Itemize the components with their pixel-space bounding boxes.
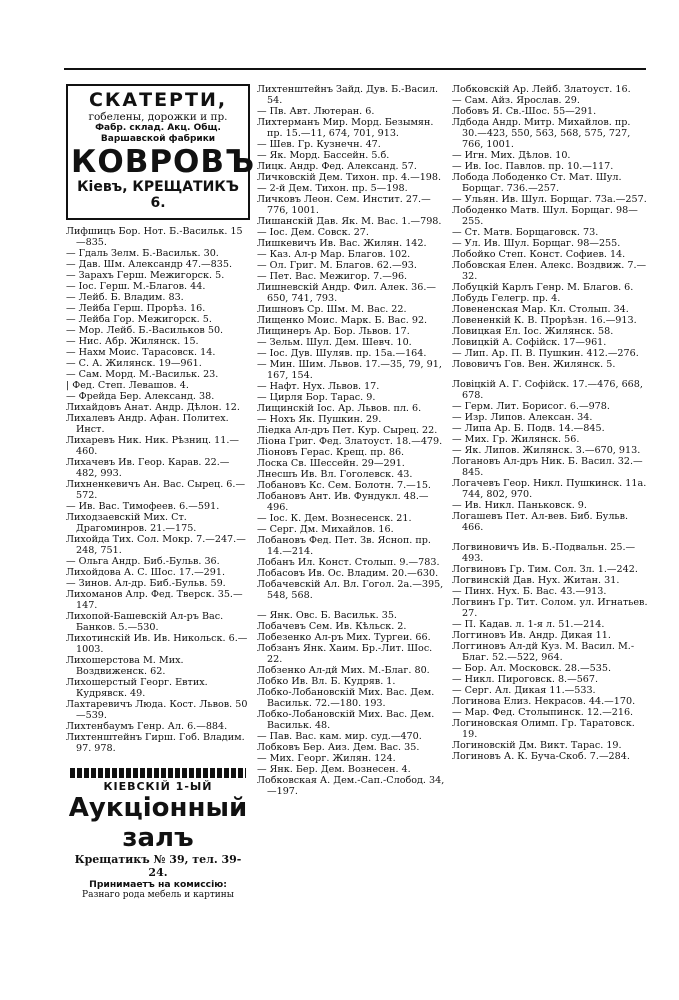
directory-entry: Лихтенштейнъ Зайд. Дув. Б.-Васил. 54.	[257, 84, 439, 106]
directory-entry: Лишкевичъ Ив. Вас. Жилян. 142.	[257, 238, 427, 249]
directory-entry: Лихтенбаумъ Генр. Ал. 6.—884.	[66, 721, 228, 732]
directory-entry: Логвиновъ Гр. Тим. Сол. Зл. 1.—242.	[452, 564, 638, 575]
directory-entry: — Пет. Вас. Межигор. 7.—96.	[257, 271, 408, 282]
directory-entry: — Мар. Фед. Столыпинск. 12.—216.	[452, 707, 634, 718]
directory-entry: Лобановъ Кс. Сем. Болотн. 7.—15.	[257, 480, 431, 491]
directory-entry: — Мих. Гр. Жилянск. 56.	[452, 434, 580, 445]
directory-entry: Логановъ Ал-дръ Ник. Б. Васил. 32.—845.	[452, 456, 643, 478]
directory-list-3	[452, 84, 648, 762]
directory-entry: Ліона Григ. Фед. Златоуст. 18.—479.	[257, 436, 443, 447]
directory-entry: — Герм. Лит. Борисог. 6.—978.	[452, 401, 610, 412]
entry-gap	[452, 370, 648, 379]
directory-entry: Лобудь Гелегр. пр. 4.	[452, 293, 561, 304]
directory-entry: Лихтерманъ Мир. Морд. Безымян. пр. 15.—11, 674, 701, 913.	[257, 117, 434, 139]
directory-entry: — Нис. Абр. Жилянск. 15.	[66, 336, 199, 347]
directory-entry: Логиновская Олимп. Гр. Таратовск. 19.	[452, 718, 635, 740]
directory-entry: — Зельм. Шул. Дем. Шевч. 10.	[257, 337, 412, 348]
directory-entry: Лищенко Моис. Марк. Б. Вас. 92.	[257, 315, 428, 326]
directory-entry: — Зарахъ Герш. Межигорск. 5.	[66, 270, 225, 281]
ad-address: Кіевъ, КРЕЩАТИКЪ 6.	[77, 179, 239, 211]
ad2-address: Крещатикъ № 39, тел. 39-24.	[74, 853, 242, 879]
directory-entry: Лобко-Лобановскій Мих. Вас. Дем. Васильк. 48.	[257, 709, 435, 731]
directory-entry: Лобковъ Бер. Аиз. Дем. Вас. 35.	[257, 742, 420, 753]
column-1	[66, 84, 256, 901]
directory-entry: — 2-й Дем. Тихон. пр. 5—198.	[257, 183, 408, 194]
directory-entry: — Мих. Георг. Жилян. 124.	[257, 753, 396, 764]
directory-entry: Лобзанъ Янк. Хаим. Бр.-Лит. Шос. 22.	[257, 643, 433, 665]
directory-entry: Лобасовъ Ив. Ос. Владим. 20.—630.	[257, 568, 439, 579]
directory-entry: — Нахм Моис. Тарасовск. 14.	[66, 347, 216, 358]
directory-entry: — Пинх. Нух. Б. Вас. 43.—913.	[452, 586, 607, 597]
directory-entry: Лоска Св. Шессейн. 29—291.	[257, 458, 405, 469]
directory-entry: Лихалевъ Андр. Афан. Политех. Инст.	[66, 413, 229, 435]
directory-entry: Лововичъ Гов. Вен. Жилянск. 5.	[452, 359, 616, 370]
directory-entry: Личковъ Леон. Сем. Инстит. 27.—776, 1001.	[257, 194, 431, 216]
directory-entry: — Ст. Матв. Борщаговск. 73.	[452, 227, 599, 238]
directory-entry: Лихошерстова М. Мих. Воздвиженск. 62.	[66, 655, 184, 677]
directory-list-2	[257, 84, 447, 797]
ad-line-1: гобелены, дорожки и пр.	[88, 111, 228, 123]
directory-entry: | Фед. Степ. Левашов. 4.	[66, 380, 189, 391]
directory-entry: Логиновъ А. К. Буча-Скоб. 7.—284.	[452, 751, 630, 762]
ad2-goods: Разнаго рода мебель и картины	[82, 890, 234, 900]
directory-entry: Логвинскій Дав. Нух. Житан. 31.	[452, 575, 620, 586]
directory-entry: — Лейба Герш. Прорѣз. 16.	[66, 303, 206, 314]
directory-entry: Лобковскій Ар. Лейб. Златоуст. 16.	[452, 84, 631, 95]
directory-entry: — Каз. Ал-р Мар. Благов. 102.	[257, 249, 411, 260]
directory-entry: Лищинеръ Ар. Бор. Львов. 17.	[257, 326, 410, 337]
ad2-note: Принимаетъ на комиссію:	[89, 879, 227, 890]
directory-entry: — Ив. Вас. Тимофеев. 6.—591.	[66, 501, 220, 512]
directory-entry: Логашевъ Пет. Ал-вев. Биб. Бульв. 466.	[452, 511, 629, 533]
directory-entry: Лобезенко Ал-ръ Мих. Тургеи. 66.	[257, 632, 431, 643]
directory-entry: — Дав. Шм. Александр 47.—835.	[66, 259, 233, 270]
ad-title: СКАТЕРТИ,	[88, 89, 228, 111]
directory-entry: — Изр. Липов. Алексан. 34.	[452, 412, 593, 423]
directory-entry: — Ол. Григ. М. Благов. 62.—93.	[257, 260, 417, 271]
directory-entry: — Лейба Гор. Межигорск. 5.	[66, 314, 212, 325]
directory-entry: — П. Кадав. л. 1-я л. 51.—214.	[452, 619, 605, 630]
directory-entry: — Ольга Андр. Биб.-Бульв. 36.	[66, 556, 220, 567]
ad2-line-1: КІЕВСКІЙ 1-ЫЙ	[103, 780, 213, 793]
directory-entry: — Пав. Вас. кам. мир. суд.—470.	[257, 731, 422, 742]
ad-line-3: Варшавской фабрики	[100, 134, 216, 144]
directory-entry: Ловицкій А. Софійск. 17—961.	[452, 337, 607, 348]
directory-entry: — Мор. Лейб. Б.-Васильков 50.	[66, 325, 224, 336]
directory-entry: Лобанъ Ил. Конст. Столып. 9.—783.	[257, 557, 440, 568]
directory-entry: — Як. Липов. Жилянск. 3.—670, 913.	[452, 445, 641, 456]
directory-entry: Лихошерстый Георг. Евтих. Кудрявск. 49.	[66, 677, 208, 699]
directory-entry: Ловененская Мар. Кл. Столып. 34.	[452, 304, 629, 315]
directory-entry: Лихтенштейнъ Гирш. Гоб. Владим. 97. 978.	[66, 732, 245, 754]
directory-entry: — Зинов. Ал-др. Биб.-Бульв. 59.	[66, 578, 226, 589]
directory-entry: Лицк. Андр. Фед. Александ. 57.	[257, 161, 417, 172]
directory-entry: Лобковская А. Дем.-Сап.-Слобод. 34,—197.	[257, 775, 445, 797]
directory-entry: — Серг. Дм. Михайлов. 16.	[257, 524, 394, 535]
directory-entry: Лнесшъ Ив. Вл. Гоголевск. 43.	[257, 469, 413, 480]
directory-entry: — Лейб. Б. Владим. 83.	[66, 292, 184, 303]
directory-entry: — Гдаль Зелм. Б.-Васильк. 30.	[66, 248, 219, 259]
directory-entry: — Лип. Ар. П. В. Пушкин. 412.—276.	[452, 348, 639, 359]
directory-entry: Лобзенко Ал-дй Мих. М.-Благ. 80.	[257, 665, 430, 676]
directory-entry: — Ив. Никл. Паньковск. 9.	[452, 500, 587, 511]
directory-entry: — Іос. Герш. М.-Благов. 44.	[66, 281, 206, 292]
directory-entry: — Шев. Гр. Кузнечн. 47.	[257, 139, 381, 150]
directory-entry: — Нафт. Нух. Львов. 17.	[257, 381, 380, 392]
directory-entry: Лобановъ Ант. Ив. Фундукл. 48.—496.	[257, 491, 429, 513]
column-2	[257, 84, 447, 797]
directory-entry: Логгиновъ Ал-дй Куз. М. Васил. М.-Благ. 52.—522, 964.	[452, 641, 635, 663]
directory-entry: Лобко-Лобановскій Мих. Вас. Дем. Васильк. 72.—180. 193.	[257, 687, 435, 709]
directory-entry: Лищинскій Іос. Ар. Львов. пл. 6.	[257, 403, 422, 414]
directory-entry: — Пв. Авт. Лютеран. 6.	[257, 106, 375, 117]
directory-entry: Ловененкій К. В. Прорѣзн. 16.—913.	[452, 315, 637, 326]
directory-entry: Лобко Ив. Вл. Б. Кудряв. 1.	[257, 676, 396, 687]
directory-entry: — Іос. Дув. Шуляв. пр. 15а.—164.	[257, 348, 427, 359]
directory-entry: Личковскій Дем. Тихон. пр. 4.—198.	[257, 172, 442, 183]
top-rule	[64, 68, 646, 70]
directory-entry: Ловіцкій А. Г. Софійск. 17.—476, 668, 678.	[452, 379, 643, 401]
directory-entry: Лобода Лободенко Ст. Мат. Шул. Борщаг. 736.—257.	[452, 172, 622, 194]
directory-entry: Логгиновъ Ив. Андр. Дикая 11.	[452, 630, 611, 641]
directory-entry: — Мин. Шим. Львов. 17.—35, 79, 91, 167, 154.	[257, 359, 442, 381]
directory-entry: — Сам. Айз. Ярослав. 29.	[452, 95, 580, 106]
directory-entry: Лободенко Матв. Шул. Борщаг. 98—255.	[452, 205, 638, 227]
directory-entry: Ловицкая Ел. Іос. Жилянск. 58.	[452, 326, 614, 337]
directory-entry: Лифшицъ Бор. Нот. Б.-Васильк. 15—835.	[66, 226, 243, 248]
directory-entry: Лобовъ Я. Св.-Шос. 55—291.	[452, 106, 597, 117]
directory-entry: Лобуцкій Карлъ Генр. М. Благов. 6.	[452, 282, 634, 293]
directory-entry: Лобачевскій Ал. Вл. Гогол. 2а.—395, 548, 568.	[257, 579, 444, 601]
auction-advertisement	[66, 768, 250, 901]
ad-ornament	[70, 768, 246, 778]
directory-entry: Ліоновъ Герас. Крещ. пр. 86.	[257, 447, 405, 458]
directory-entry: — Бор. Ал. Московск. 28.—535.	[452, 663, 611, 674]
directory-entry: Лдбода Андр. Митр. Михайлов. пр. 30.—423, 550, 563, 568, 575, 727, 766, 1001.	[452, 117, 631, 150]
directory-entry: Лихойда Тих. Сол. Мокр. 7.—247.—248, 751.	[66, 534, 246, 556]
column-3	[452, 84, 648, 762]
directory-entry: Логвинъ Гр. Тит. Солом. ул. Игнатьев. 27.	[452, 597, 648, 619]
directory-entry: — Липа Ар. Б. Подв. 14.—845.	[452, 423, 605, 434]
directory-entry: — Нохъ Як. Пушкин. 29.	[257, 414, 382, 425]
entry-gap	[452, 533, 648, 542]
directory-entry: Логинова Елиз. Некрасов. 44.—170.	[452, 696, 636, 707]
directory-entry: — Сам. Морд. М.-Васильк. 23.	[66, 369, 219, 380]
directory-entry: Лобачевъ Сем. Ив. Кѣльск. 2.	[257, 621, 407, 632]
directory-entry: Логачевъ Геор. Никл. Пушкинск. 11а. 744, 802, 970.	[452, 478, 647, 500]
directory-entry: Лихопой-Башевскій Ал-ръ Вас. Банков. 5.—530.	[66, 611, 224, 633]
directory-entry: — Фрейда Бер. Александ. 38.	[66, 391, 215, 402]
directory-entry: — Іос. Дем. Совск. 27.	[257, 227, 369, 238]
directory-entry: Лихайдовъ Анат. Андр. Дѣлон. 12.	[66, 402, 240, 413]
directory-entry: — Як. Морд. Бассейн. 5.б.	[257, 150, 390, 161]
directory-entry: — Ульян. Ив. Шул. Борщаг. 73а.—257.	[452, 194, 647, 205]
directory-entry: — Игн. Мих. Дѣлов. 10.	[452, 150, 571, 161]
directory-entry: — Ул. Ив. Шул. Борщаг. 98—255.	[452, 238, 621, 249]
directory-entry: Лобойко Степ. Конст. Софиев. 14.	[452, 249, 626, 260]
directory-entry: — Серг. Ал. Дикая 11.—533.	[452, 685, 596, 696]
directory-entry: Лобановъ Фед. Пет. Зв. Ясноп. пр. 14.—214.	[257, 535, 431, 557]
directory-entry: — Іос. К. Дем. Вознесенск. 21.	[257, 513, 412, 524]
directory-entry: Лiедка Ал-дръ Пет. Кур. Сырец. 22.	[257, 425, 438, 436]
directory-entry: Логиновскій Дм. Викт. Тарас. 19.	[452, 740, 622, 751]
ad-line-2: Фабр. склад. Акц. Общ.	[95, 123, 221, 133]
directory-entry: Логвиновичъ Ив. Б.-Подвальн. 25.—493.	[452, 542, 636, 564]
directory-entry: Лихненкевичъ Ан. Вас. Сырец. 6.—572.	[66, 479, 246, 501]
directory-entry: Лиходзаевскій Мих. Ст. Драгоминров. 21.—175.	[66, 512, 197, 534]
carpet-advertisement	[66, 84, 256, 220]
directory-entry: Лишновъ Ср. Шм. М. Вас. 22.	[257, 304, 407, 315]
entry-gap	[257, 601, 447, 610]
directory-entry: Лобовская Елен. Алекс. Воздвиж. 7.—32.	[452, 260, 647, 282]
directory-entry: — Цирля Бор. Тарас. 9.	[257, 392, 376, 403]
directory-entry: — Ив. Іос. Павлов. пр. 10.—117.	[452, 161, 614, 172]
directory-entry: Лихойдова А. С. Шос. 17.—291.	[66, 567, 226, 578]
directory-entry: — С. А. Жилянск. 19—961.	[66, 358, 202, 369]
directory-entry: Лихотинскій Ив. Ив. Никольск. 6.—1003.	[66, 633, 248, 655]
directory-list-1	[66, 226, 250, 754]
ad2-title: Аукціонный залъ	[68, 793, 248, 853]
directory-entry: Лихачевъ Ив. Геор. Карав. 22.—482, 993.	[66, 457, 230, 479]
ad-brand: КОВРОВЪ	[71, 144, 256, 180]
directory-entry: Лишневскій Андр. Фил. Алек. 36.—650, 741, 793.	[257, 282, 437, 304]
directory-entry: Лахтаревичъ Люда. Кост. Львов. 50—539.	[66, 699, 248, 721]
directory-entry: — Никл. Пироговск. 8.—567.	[452, 674, 599, 685]
directory-entry: Лихоманов Алр. Фед. Тверск. 35.—147.	[66, 589, 243, 611]
directory-entry: — Янк. Овс. Б. Васильк. 35.	[257, 610, 397, 621]
directory-entry: — Янк. Бер. Дем. Вознесен. 4.	[257, 764, 411, 775]
directory-entry: Лишанскій Дав. Як. М. Вас. 1.—798.	[257, 216, 442, 227]
directory-entry: Лихаревъ Ник. Ник. Рѣзниц. 11.—460.	[66, 435, 239, 457]
